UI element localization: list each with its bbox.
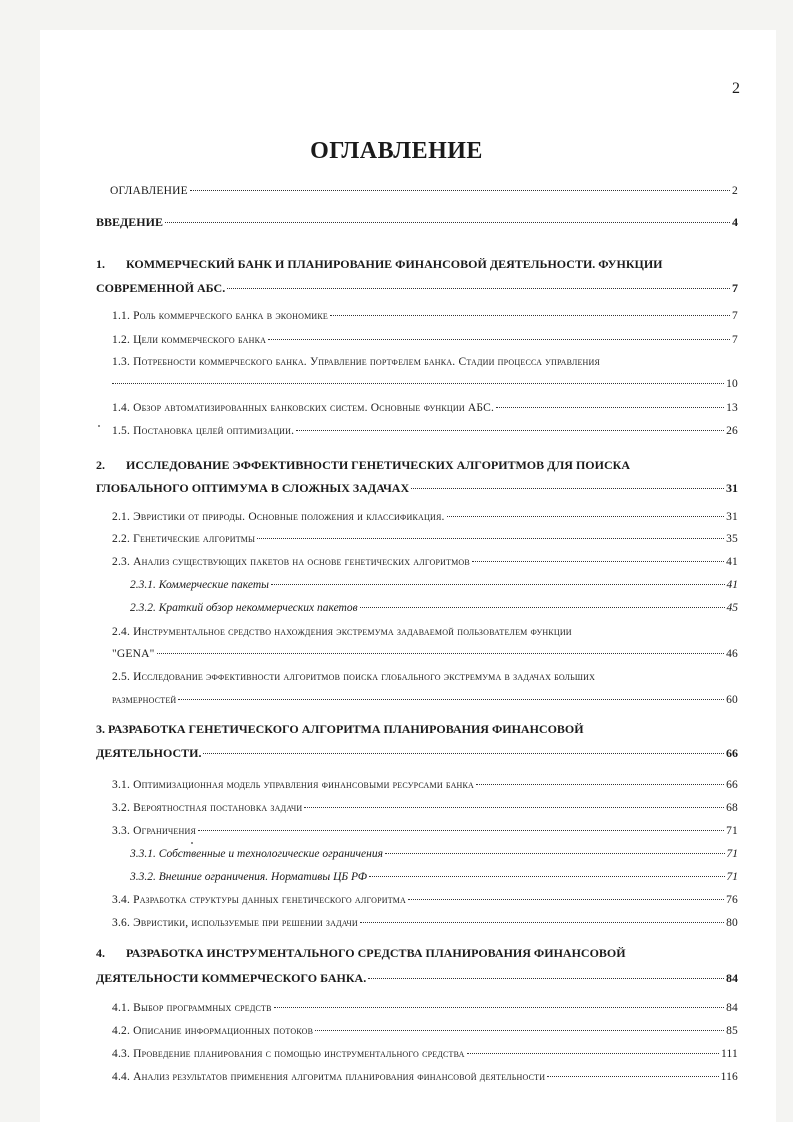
toc-entry-label: 4.2. Описание информационных потоков <box>112 1025 314 1037</box>
chapter-title: КОММЕРЧЕСКИЙ БАНК И ПЛАНИРОВАНИЕ ФИНАНСОВОЙ ДЕЯТЕЛЬНОСТИ. ФУНКЦИИ <box>126 257 663 271</box>
toc-entry-page: 116 <box>720 1071 738 1083</box>
toc-entry-page: 10 <box>726 378 738 390</box>
toc-entry-2-2[interactable] <box>112 531 738 547</box>
dot-leader <box>271 584 725 585</box>
toc-entry-page: 66 <box>726 746 738 760</box>
toc-entry-label: 2.2. Генетические алгоритмы <box>112 533 256 545</box>
toc-entry-1-4[interactable] <box>112 400 738 416</box>
toc-entry-1-2[interactable] <box>112 332 738 348</box>
toc-entry-2-4[interactable] <box>112 624 572 640</box>
toc-entry-page: 46 <box>726 648 738 660</box>
chapter-title: РАЗРАБОТКА ИНСТРУМЕНТАЛЬНОГО СРЕДСТВА ПЛАНИРОВАНИЯ ФИНАНСОВОЙ <box>126 946 626 960</box>
dot-leader <box>472 561 724 562</box>
toc-entry-label: 2.5. Исследование эффективности алгоритмов поиска глобального экстремума в задачах больших <box>112 671 596 683</box>
toc-entry-page: 7 <box>732 334 738 346</box>
toc-entry-page: 4 <box>732 215 738 229</box>
dot-leader <box>467 1053 719 1054</box>
dot-leader <box>198 830 724 831</box>
dot-leader <box>112 383 724 384</box>
toc-entry-2-1[interactable] <box>112 509 738 525</box>
toc-entry-2-5-continued[interactable] <box>112 692 738 708</box>
toc-entry-3-1[interactable] <box>112 777 738 793</box>
toc-entry-label: 1.5. Постановка целей оптимизации. <box>112 425 295 437</box>
dot-leader <box>315 1030 724 1031</box>
toc-entry-4-3[interactable] <box>112 1046 738 1062</box>
dot-leader <box>157 653 725 654</box>
toc-entry-label: 3.4. Разработка структуры данных генетического алгоритма <box>112 894 407 906</box>
toc-entry-page: 41 <box>726 556 738 568</box>
toc-entry-label: 4.4. Анализ результатов применения алгоритма планирования финансовой деятельности <box>112 1071 546 1083</box>
toc-entry-label: 3.2. Вероятностная постановка задачи <box>112 802 303 814</box>
toc-entry-page: 60 <box>726 694 738 706</box>
chapter-2-heading-continued[interactable] <box>96 480 738 496</box>
toc-entry-label: 3.3. Ограничения <box>112 825 196 837</box>
toc-entry-2-4-continued[interactable] <box>112 646 738 662</box>
toc-entry-label: 1.2. Цели коммерческого банка <box>112 334 267 346</box>
chapter-title: ИССЛЕДОВАНИЕ ЭФФЕКТИВНОСТИ ГЕНЕТИЧЕСКИХ АЛГОРИТМОВ ДЛЯ ПОИСКА <box>126 458 631 472</box>
toc-entry-page: 68 <box>726 802 738 814</box>
toc-entry-2-3-2[interactable] <box>130 600 738 616</box>
toc-entry-page: 85 <box>726 1025 738 1037</box>
toc-entry-3-3-1[interactable] <box>130 846 738 862</box>
toc-entry-1-3-continued[interactable] <box>112 376 738 392</box>
toc-entry-2-3[interactable] <box>112 554 738 570</box>
toc-entry-label: ОГЛАВЛЕНИЕ <box>110 185 188 197</box>
chapter-number: 4. <box>96 946 105 960</box>
dot-leader <box>274 1007 724 1008</box>
dot-leader <box>203 753 724 754</box>
page-number: 2 <box>732 80 740 97</box>
dot-leader <box>227 288 730 289</box>
scan-speck <box>191 842 193 844</box>
toc-entry-page: 26 <box>726 425 738 437</box>
toc-entry-3-6[interactable] <box>112 915 738 931</box>
toc-entry-label: 1.4. Обзор автоматизированных банковских систем. Основные функции АБС. <box>112 402 495 414</box>
toc-entry-page: 41 <box>726 579 738 591</box>
toc-entry-page: 84 <box>726 1002 738 1014</box>
chapter-title: 3. РАЗРАБОТКА ГЕНЕТИЧЕСКОГО АЛГОРИТМА ПЛАНИРОВАНИЯ ФИНАНСОВОЙ <box>96 722 584 736</box>
dot-leader <box>411 488 724 489</box>
toc-entry-label: 2.3. Анализ существующих пакетов на основе генетических алгоритмов <box>112 556 470 568</box>
toc-entry-4-2[interactable] <box>112 1023 738 1039</box>
toc-entry-page: 7 <box>732 281 738 295</box>
toc-entry-2-3-1[interactable] <box>130 577 738 593</box>
chapter-title-continued: ДЕЯТЕЛЬНОСТИ. <box>96 746 202 760</box>
toc-entry-2-5[interactable] <box>112 669 595 685</box>
scan-speck <box>98 425 100 427</box>
dot-leader <box>385 853 725 854</box>
toc-entry-page: 84 <box>726 971 738 985</box>
dot-leader <box>360 607 725 608</box>
dot-leader <box>360 922 724 923</box>
toc-entry-label: 3.1. Оптимизационная модель управления финансовыми ресурсами банка <box>112 779 475 791</box>
toc-entry-contents[interactable] <box>110 183 738 199</box>
dot-leader <box>496 407 724 408</box>
toc-entry-label: 2.4. Инструментальное средство нахождения экстремума задаваемой пользователем функции <box>112 626 572 638</box>
dot-leader <box>268 339 730 340</box>
dot-leader <box>408 899 724 900</box>
toc-entry-page: 111 <box>721 1048 738 1060</box>
chapter-number: 2. <box>96 458 105 472</box>
chapter-1-heading-continued[interactable] <box>96 280 738 296</box>
dot-leader <box>547 1076 718 1077</box>
toc-entry-page: 71 <box>726 848 738 860</box>
toc-entry-page: 31 <box>726 511 738 523</box>
toc-entry-1-1[interactable] <box>112 308 738 324</box>
toc-entry-3-4[interactable] <box>112 892 738 908</box>
toc-entry-3-2[interactable] <box>112 800 738 816</box>
dot-leader <box>330 315 730 316</box>
toc-entry-3-3[interactable] <box>112 823 738 839</box>
toc-entry-page: 31 <box>726 481 738 495</box>
chapter-number: 1. <box>96 257 105 271</box>
toc-entry-1-3[interactable] <box>112 354 600 370</box>
toc-entry-4-1[interactable] <box>112 1000 738 1016</box>
toc-entry-page: 35 <box>726 533 738 545</box>
chapter-title-continued: ДЕЯТЕЛЬНОСТИ КОММЕРЧЕСКОГО БАНКА. <box>96 971 367 985</box>
toc-entry-label: 1.1. Роль коммерческого банка в экономике <box>112 310 328 322</box>
toc-entry-page: 66 <box>726 779 738 791</box>
toc-entry-label: 3.3.1. Собственные и технологические ограничения <box>130 848 383 860</box>
toc-entry-page: 7 <box>732 310 738 322</box>
toc-entry-label: 2.3.1. Коммерческие пакеты <box>130 579 269 591</box>
chapter-title-continued: СОВРЕМЕННОЙ АБС. <box>96 281 226 295</box>
dot-leader <box>369 876 725 877</box>
dot-leader <box>476 784 724 785</box>
toc-entry-label: 2.3.2. Краткий обзор некоммерческих пакетов <box>130 602 358 614</box>
dot-leader <box>447 516 725 517</box>
chapter-title-continued: ГЛОБАЛЬНОГО ОПТИМУМА В СЛОЖНЫХ ЗАДАЧАХ <box>96 481 410 495</box>
toc-entry-label: 3.6. Эвристики, используемые при решении задачи <box>112 917 358 929</box>
toc-entry-4-4[interactable] <box>112 1069 738 1085</box>
toc-entry-page: 80 <box>726 917 738 929</box>
toc-entry-label: 4.1. Выбор программных средств <box>112 1002 272 1014</box>
chapter-1-heading[interactable] <box>96 257 663 272</box>
dot-leader <box>304 807 724 808</box>
chapter-4-heading-continued[interactable] <box>96 970 738 986</box>
toc-entry-page: 76 <box>726 894 738 906</box>
page-title: ОГЛАВЛЕНИЕ <box>310 138 483 164</box>
toc-entry-page: 13 <box>726 402 738 414</box>
toc-entry-label-continued: размерностей <box>112 694 177 706</box>
toc-entry-3-3-2[interactable] <box>130 869 738 885</box>
toc-entry-label: 3.3.2. Внешние ограничения. Нормативы ЦБ РФ <box>130 871 367 883</box>
toc-entry-page: 71 <box>726 871 738 883</box>
toc-entry-label: 1.3. Потребности коммерческого банка. Управление портфелем банка. Стадии процесса управления <box>112 356 601 368</box>
toc-entry-page: 71 <box>726 825 738 837</box>
dot-leader <box>178 699 724 700</box>
toc-entry-label: ВВЕДЕНИЕ <box>96 215 163 229</box>
chapter-2-heading[interactable] <box>96 458 630 473</box>
toc-entry-label: 4.3. Проведение планирования с помощью инструментального средства <box>112 1048 465 1060</box>
toc-entry-label: 2.1. Эвристики от природы. Основные положения и классификация. <box>112 511 445 523</box>
toc-entry-introduction[interactable] <box>96 214 738 230</box>
dot-leader <box>190 190 730 191</box>
dot-leader <box>165 222 730 223</box>
toc-entry-label-continued: "GENA" <box>112 648 155 660</box>
chapter-4-heading[interactable] <box>96 946 626 961</box>
toc-entry-page: 2 <box>732 185 738 197</box>
dot-leader <box>368 978 724 979</box>
dot-leader <box>296 430 724 431</box>
toc-entry-1-5[interactable] <box>112 423 738 439</box>
toc-entry-page: 45 <box>726 602 738 614</box>
chapter-3-heading-continued[interactable] <box>96 745 738 761</box>
dot-leader <box>257 538 724 539</box>
chapter-3-heading[interactable] <box>96 722 584 737</box>
